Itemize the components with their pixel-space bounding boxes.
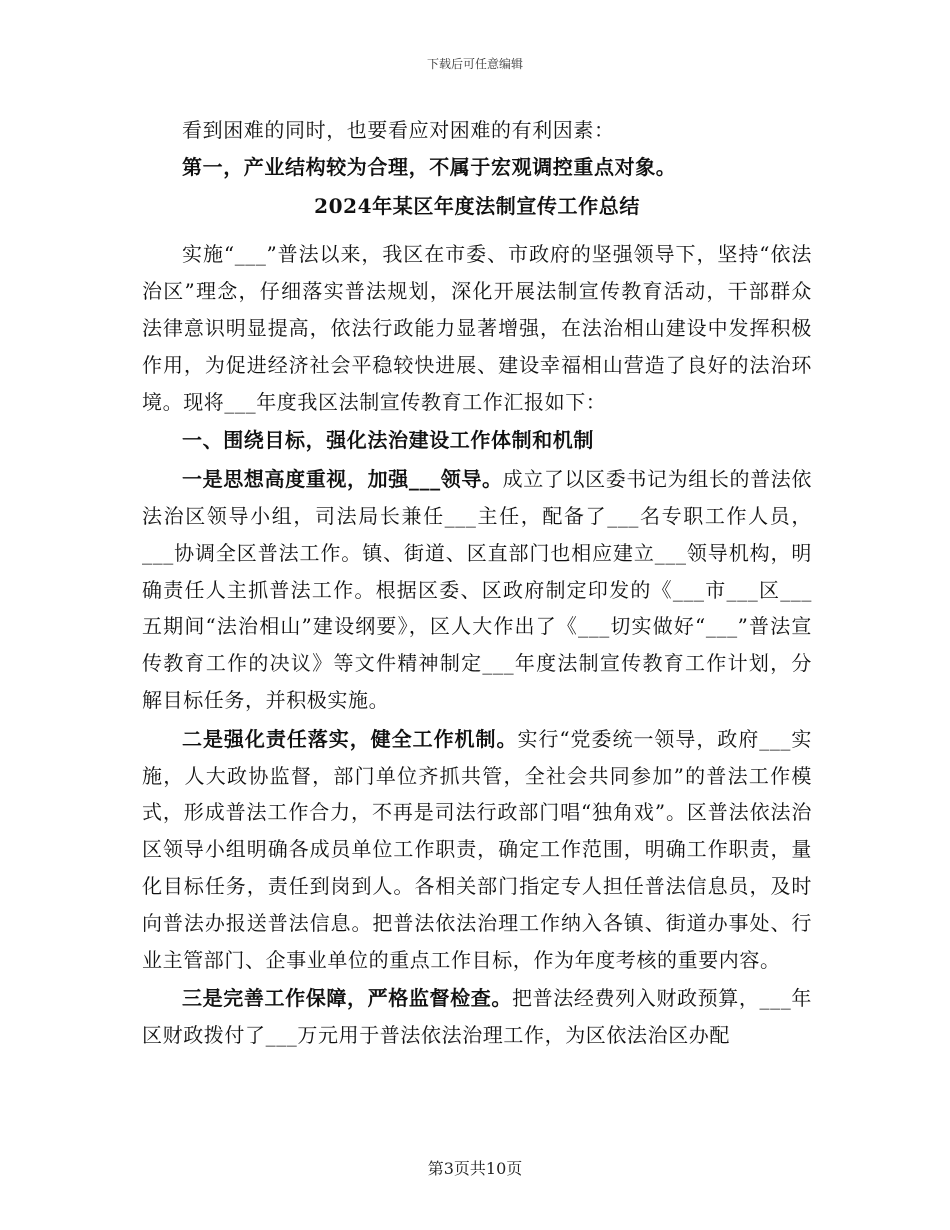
paragraph-1-lead: 一是思想高度重视，加强___领导。 (182, 467, 503, 492)
page-header: 下载后可任意编辑 (426, 57, 523, 71)
paragraph-3 (142, 980, 812, 1054)
paragraph-2-text: 实行“党委统一领导，政府___实施，人大政协监督，部门单位齐抓共管，全社会共同参加”的普法工作模式，形成普法工作合力，不再是司法行政部门唱“独角戏”。区普法依法治区领导小组明确各成员单位工作职责，确定工作范围，明确工作职责，量化目标任务，责任到岗到人。各相关部门指定专人担任普法信息员，及时向普法办报送普法信息。把普法依法治理工作纳入各镇、街道办事处、行业主管部门、企事业单位的重点工作目标，作为年度考核的重要内容。 (142, 726, 812, 972)
document-body (142, 112, 812, 1056)
body-line-1: 看到困难的同时，也要看应对困难的有利因素： (182, 118, 615, 142)
paragraph-2 (142, 721, 812, 979)
paragraph-2-lead: 二是强化责任落实，健全工作机制。 (182, 726, 518, 751)
paragraph-3-lead: 三是完善工作保障，严格监督检查。 (182, 986, 513, 1011)
page-number: 第3页共10页 (427, 1159, 523, 1178)
paragraph-3-text: 把普法经费列入财政预算，___年区财政拨付了___万元用于普法依法治理工作，为区依法治区办配 (142, 986, 812, 1048)
paragraph-1 (142, 461, 812, 719)
intro-paragraph: 实施“___”普法以来，我区在市委、市政府的坚强领导下，坚持“依法治区”理念，仔细落实普法规划，深化开展法制宣传教育活动，干部群众法律意识明显提高，依法行政能力显著增强，在法治相山建设中发挥积极作用，为促进经济社会平稳较快进展、建设幸福相山营造了良好的法治环境。现将___年度我区法制宣传教育工作汇报如下： (142, 242, 812, 414)
section-heading-1: 一、围绕目标，强化法治建设工作体制和机制 (182, 428, 594, 453)
document-title: 2024年某区年度法制宣传工作总结 (314, 193, 640, 218)
paragraph-1-text: 成立了以区委书记为组长的普法依法治区领导小组，司法局长兼任___主任，配备了___名专职工作人员，___协调全区普法工作。镇、街道、区直部门也相应建立___领导机构，明确责任人主抓普法工作。根据区委、区政府制定印发的《___市___区___五期间“法治相山”建设纲要》，区人大作出了《___切实做好“___”普法宣传教育工作的决议》等文件精神制定___年度法制宣传教育工作计划，分解目标任务，并积极实施。 (142, 467, 813, 712)
body-line-2: 第一，产业结构较为合理，不属于宏观调控重点对象。 (182, 154, 677, 179)
